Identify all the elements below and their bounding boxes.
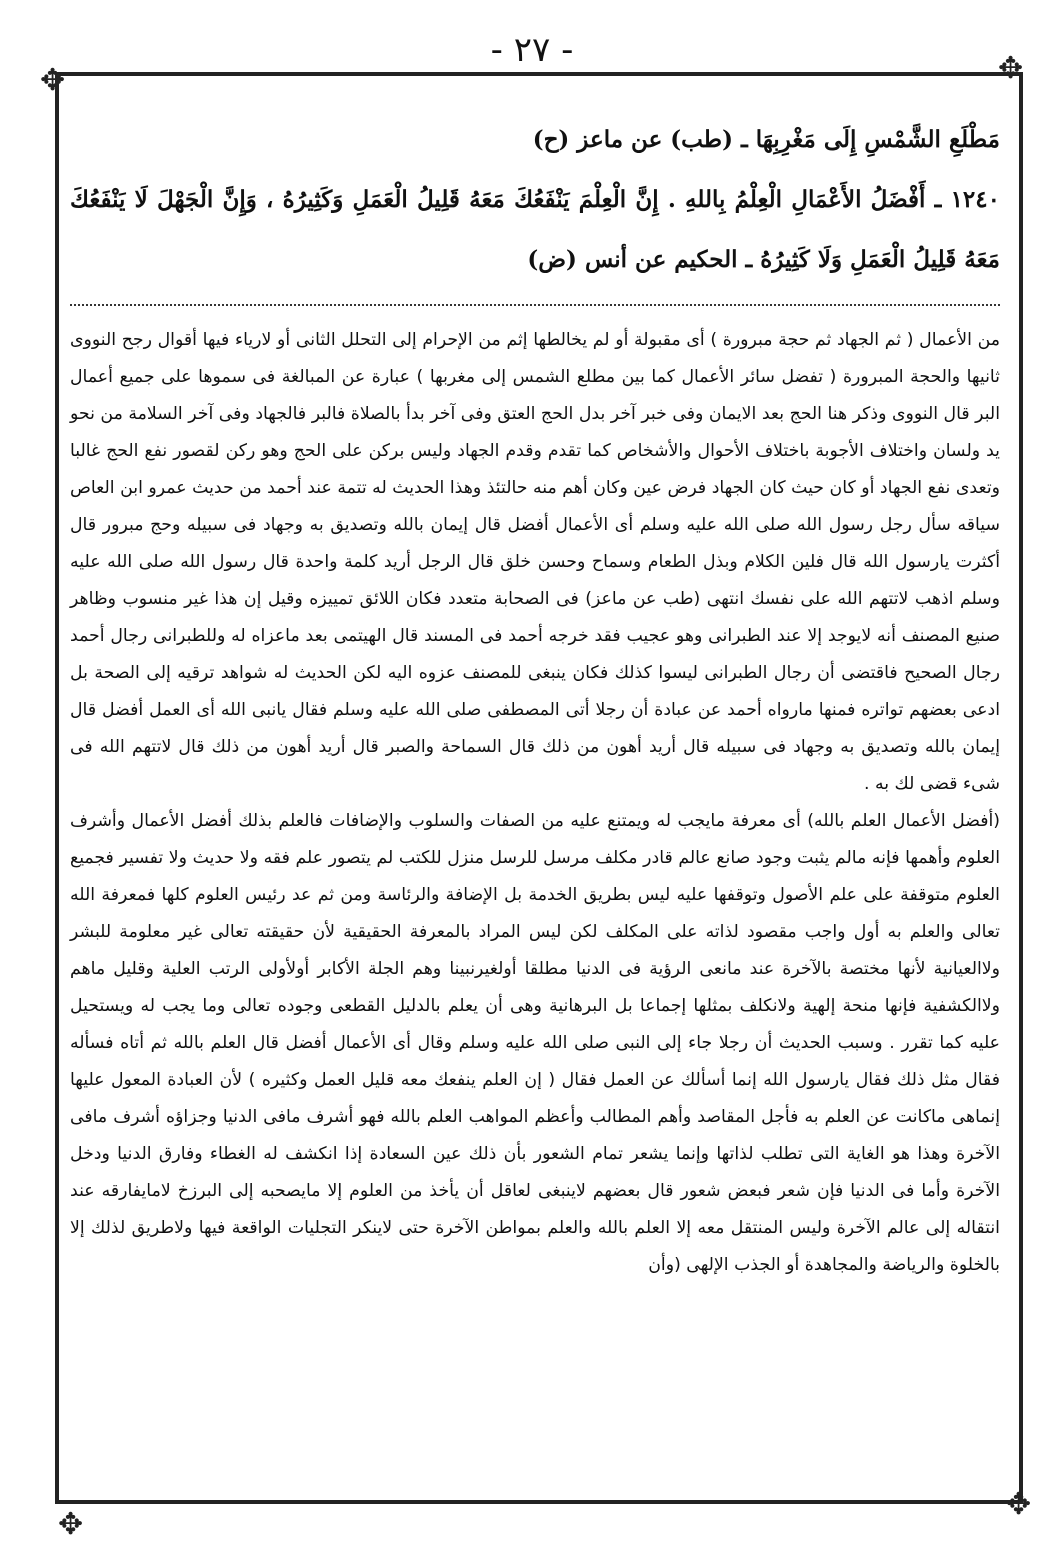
commentary-paragraph-1: من الأعمال ( ثم الجهاد ثم حجة مبرورة ) أى مقبولة أو لم يخالطها إثم من الإحرام إلى التحلل الثانى أو لارياء فيها أقوال رجح النووى ثانيها والحجة المبرورة ( تفضل سائر الأعمال كما بين مطلع الشمس إلى مغربها ) عبارة عن المبالغة فى سموها على جميع أعمال البر قال النووى وذكر هنا الحج بعد الايمان وفى خبر آخر بدل الحج العتق وفى آخر بدأ بالصلاة فالبر فالجهاد وفى آخر السلامة من نحو يد ولسان واختلاف الأجوبة باختلاف الأحوال والأشخاص كما تقدم وقدم الجهاد وليس بركن على الحج وهو ركن لقصور نفع الحج غالبا وتعدى نفع الجهاد أو كان حيث كان الجهاد فرض عين وكان أهم منه حالتئذ وهذا الحديث له تتمة عند أحمد من حديث عمرو ابن العاص سياقه سأل رجل رسول الله صلى الله عليه وسلم أى الأعمال أفضل قال إيمان بالله وتصديق به وجهاد فى سبيله وحج مبرور قال أكثرت يارسول الله قال فلين الكلام وبذل الطعام وسماح وحسن خلق قال الرجل أريد كلمة واحدة قال رسول الله صلى الله عليه وسلم اذهب لاتتهم الله على نفسك انتهى (طب عن ماعز) فى الصحابة متعدد فكان اللائق تمييزه وقيل إن هذا غير منسوب وظاهر صنيع المصنف أنه لايوجد إلا عند الطبرانى وهو عجيب فقد خرجه أحمد فى المسند قال الهيتمى بعد ماعزاه له وللطبرانى رجال أحمد رجال الصحيح فاقتضى أن رجال الطبرانى ليسوا كذلك فكان ينبغى للمصنف عزوه اليه لكن الحديث له شواهد ترقيه إلى الصحة بل ادعى بعضهم تواتره فمنها مارواه أحمد عن عبادة أن رجلا أتى المصطفى صلى الله عليه وسلم فقال يانبى الله أى العمل أفضل قال إيمان بالله وتصديق به وجهاد فى سبيله قال أريد أهون من ذلك قال السماحة والصبر قال أريد أهون من ذلك قال لاتتهم الله فى شىء قضى لك به . (70, 330, 1000, 794)
commentary-text (70, 322, 1000, 1284)
page-content (70, 110, 1000, 1284)
hadith-line-2: ١٢٤٠ ـ أَفْضَلُ الأَعْمَالِ الْعِلْمُ بِاللهِ . إِنَّ الْعِلْمَ يَنْفَعُكَ مَعَهُ قَلِيلُ الْعَمَلِ وَكَثِيرُهُ ، وَإِنَّ الْجَهْلَ لَا يَنْفَعُكَ مَعَهُ قَلِيلُ الْعَمَلِ وَلَا كَثِيرُهُ ـ الحكيم عن أنس (ض) (70, 186, 1000, 273)
floral-cross-ornament-icon: ✥ (58, 1507, 84, 1542)
frame-top-rule (55, 72, 1023, 76)
floral-cross-ornament-icon: ✥ (1006, 1487, 1032, 1522)
hadith-text (70, 110, 1000, 290)
hadith-line-1: مَطْلَعِ الشَّمْسِ إِلَى مَغْرِبِهَا ـ (طب) عن ماعز (ح) (532, 126, 1000, 153)
floral-cross-ornament-icon: ✥ (998, 51, 1024, 86)
page-number: - ٢٧ - (490, 30, 574, 70)
commentary-paragraph-2: (أفضل الأعمال العلم بالله) أى معرفة مايجب له ويمتنع عليه من الصفات والسلوب والإضافات فالعلم بذلك أفضل الأعمال وأشرف العلوم وأهمها فإنه مالم يثبت وجود صانع عالم قادر مكلف مرسل للرسل منزل للكتب لم يتصور علم فقه ولا حديث ولا تفسير فجميع العلوم متوقفة على علم الأصول وتوقفها عليه ليس بطريق الخدمة بل الإضافة والرئاسة ومن ثم عد رئيس العلوم كلها فمعرفة الله تعالى والعلم به أول واجب مقصود لذاته على المكلف لكن ليس المراد بالمعرفة الحقيقية لأن حقيقته تعالى غير معلومة للبشر ولاالعيانية لأنها مختصة بالآخرة عند مانعى الرؤية فى الدنيا مطلقا أولغيرنبينا وهم الجلة الأكابر أولأولى الرتب العلية وقليل ماهم ولاالكشفية فإنها منحة إلهية ولانكلف بمثلها إجماعا بل البرهانية وهى أن يعلم بالدليل القطعى وجوده تعالى وما يجب له ويستحيل عليه كما تقرر . وسبب الحديث أن رجلا جاء إلى النبى صلى الله عليه وسلم وقال أى الأعمال أفضل قال العلم بالله ثم أتاه فسأله فقال مثل ذلك فقال يارسول الله إنما أسألك عن العمل فقال ( إن العلم ينفعك معه قليل العمل وكثيره ) لأن العبادة المعول عليها إنماهى ماكانت عن العلم به فأجل المقاصد وأهم المطالب وأعظم المواهب العلم بالله فهو أشرف مافى الدنيا وجزاؤه أشرف مافى الآخرة وهذا هو الغاية التى تطلب لذاتها وإنما يشعر تمام الشعور بأن ذلك عين السعادة إذا انكشف له الغطاء وفارق الدنيا ودخل الآخرة وأما فى الدنيا فإن شعر فبعض شعور قال بعضهم لاينبغى لعاقل أن يأخذ من العلوم إلا مايصحبه إلى البرزخ لامايفارقه عند انتقاله إلى عالم الآخرة وليس المنتقل معه إلا العلم بالله والعلم بمواطن الآخرة حتى لاينكر التجليات الواقعة فيها ولاطريق لذلك إلا بالخلوة والرياضة والمجاهدة أو الجذب الإلهى (وأن (70, 811, 1000, 1275)
floral-cross-ornament-icon: ✥ (40, 63, 66, 98)
frame-bottom-rule (55, 1500, 1023, 1504)
dotted-divider (70, 304, 1000, 306)
